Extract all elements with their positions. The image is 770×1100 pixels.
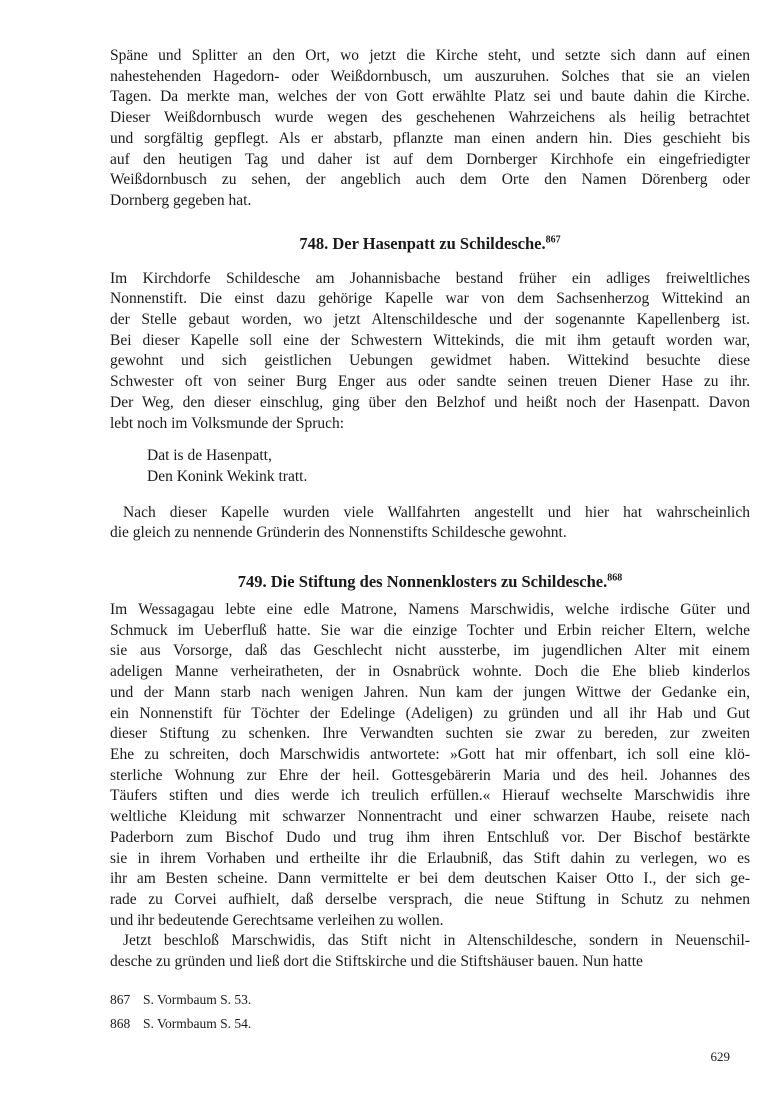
text-line: Dat is de Hasenpatt, — [147, 447, 272, 465]
footnote-text: S. Vormbaum S. 54. — [143, 1015, 252, 1031]
text-line: ihr am Besten scheine. Dann vermittelte er bei dem deutschen Kaiser Otto I., der sich ge- — [110, 870, 750, 888]
text-line: gewohnt und sich geistlichen Uebungen gewidmet haben. Wittekind besuchte diese — [110, 352, 750, 370]
section-heading — [110, 233, 750, 254]
paragraph — [110, 600, 750, 931]
text-line: sie aus Vorsorge, daß das Geschlecht nicht aussterbe, im jugendlichen Alter mit einem — [110, 642, 750, 660]
text-line: rade zu Corvei aufhielt, daß derselbe versprach, die neue Stiftung in Schutz zu nehmen — [110, 890, 750, 908]
text-line: sterliche Wohnung zur Ehre der heil. Gottesgebärerin Maria und des heil. Johannes des — [110, 766, 750, 784]
text-line: Weißdornbusch zu sehen, der angeblich auch dem Orte den Namen Dörenberg oder — [110, 171, 750, 189]
footnote-reference: 867 — [545, 234, 561, 246]
section-heading — [110, 571, 750, 592]
section-heading-text: 748. Der Hasenpatt zu Schildesche. — [299, 233, 546, 253]
text-line: Im Kirchdorfe Schildesche am Johannisbache bestand früher ein adliges freiweltliches — [110, 269, 750, 287]
page-number: 629 — [710, 1049, 730, 1064]
footnote-text: S. Vormbaum S. 53. — [143, 991, 252, 1007]
paragraph — [110, 503, 750, 544]
text-line: und der Mann starb nach wenigen Jahren. Nun kam der jungen Wittwe der Gedanke ein, — [110, 683, 750, 701]
section-heading-text: 749. Die Stiftung des Nonnenklosters zu Schildesche. — [237, 572, 608, 592]
text-line: Jetzt beschloß Marschwidis, das Stift nicht in Altenschildesche, sondern in Neuenschil- — [123, 932, 750, 950]
text-line: der Stelle gebaut worden, wo jetzt Altenschildesche und der sogenannte Kapellenberg ist. — [110, 311, 750, 329]
text-line: Bei dieser Kapelle soll eine der Schwestern Wittekinds, die mit ihm getauft worden war, — [110, 331, 750, 349]
text-line: die gleich zu nennende Gründerin des Nonnenstifts Schildesche gewohnt. — [110, 524, 567, 542]
text-line: Dornberg gegeben hat. — [110, 191, 252, 209]
text-line: desche zu gründen und ließ dort die Stiftskirche und die Stiftshäuser bauen. Nun hatte — [110, 953, 643, 971]
footnote-ref: 867 — [110, 991, 131, 1007]
text-line: weltliche Kleidung mit schwarzer Nonnentracht und einer schwarzen Haube, reisete nach — [110, 808, 750, 826]
text-line: Den Konink Wekink tratt. — [147, 467, 308, 485]
text-line: auf den heutigen Tag und daher ist auf dem Dornberger Kirchhofe ein eingefriedigter — [110, 150, 750, 168]
paragraph — [110, 269, 750, 435]
text-line: Im Wessagagau lebte eine edle Matrone, Namens Marschwidis, welche irdische Güter und — [110, 601, 750, 619]
verse-quote — [110, 446, 750, 487]
text-line: Späne und Splitter an den Ort, wo jetzt die Kirche steht, und setzte sich dann auf einen — [110, 47, 750, 64]
text-line: sie in ihrem Vorhaben und ertheilte ihr die Erlaubniß, das Stift dahin zu verlegen, wo es — [110, 849, 750, 867]
text-line: Schwester oft von seiner Burg Enger aus oder sandte seinen treuen Diener Hase zu ihr. — [110, 373, 750, 391]
footnote-item — [110, 1012, 750, 1036]
footnote-ref: 868 — [110, 1015, 131, 1031]
text-line: Dieser Weißdornbusch wurde wegen des geschehenen Wahrzeichens als heilig betrachtet — [110, 109, 750, 127]
footnote-reference: 868 — [607, 572, 623, 584]
text-line: und ihr bedeutende Gerechtsame verleihen zu wollen. — [110, 911, 444, 929]
text-line: adeligen Manne verheiratheten, der in Osnabrück wohnte. Doch die Ehe blieb kinderlos — [110, 663, 750, 681]
text-line: dieser Stiftung zu schenken. Ihre Verwandten suchten sie zwar zu bereden, zur zweiten — [110, 725, 750, 743]
text-line: Tagen. Da merkte man, welches der von Gott erwählte Platz sei und baute dahin die Kirche. — [110, 88, 750, 106]
footnotes — [110, 988, 750, 1036]
text-line: Schmuck im Ueberfluß hatte. Sie war die einzige Tochter und Erbin reicher Eltern, welche — [110, 621, 750, 639]
footnote-item — [110, 988, 750, 1012]
text-line: Nonnenstift. Die einst dazu gehörige Kapelle war von dem Sachsenherzog Wittekind an — [110, 290, 750, 308]
text-line: Täufers stiften und dies werde ich treulich erfüllen.« Hierauf wechselte Marschwidis ihre — [110, 787, 750, 805]
text-line: Ehe zu schreiten, doch Marschwidis antwortete: »Gott hat mir offenbart, ich soll eine klö- — [110, 745, 750, 763]
text-line: Der Weg, den dieser einschlug, ging über den Belzhof und heißt noch der Hasenpatt. Davon — [110, 393, 750, 411]
paragraph — [110, 931, 750, 972]
paragraph — [110, 46, 750, 212]
text-line: nahestehenden Hagedorn- oder Weißdornbusch, um auszuruhen. Solches that sie an vielen — [110, 67, 750, 85]
text-line: lebt noch im Volksmunde der Spruch: — [110, 414, 345, 432]
text-line: Nach dieser Kapelle wurden viele Wallfahrten angestellt und hier hat wahrscheinlich — [123, 503, 750, 521]
text-block — [110, 46, 750, 1036]
text-line: und sorgfältig gepflegt. Als er abstarb, pflanzte man einen andern hin. Dies geschieht bis — [110, 129, 750, 147]
text-line: ein Nonnenstift für Töchter der Edelinge (Adeligen) zu gründen und all ihr Hab und Gut — [110, 704, 750, 722]
text-line: Paderborn zum Bischof Dudo und trug ihm ihren Entschluß vor. Der Bischof bestärkte — [110, 828, 750, 846]
